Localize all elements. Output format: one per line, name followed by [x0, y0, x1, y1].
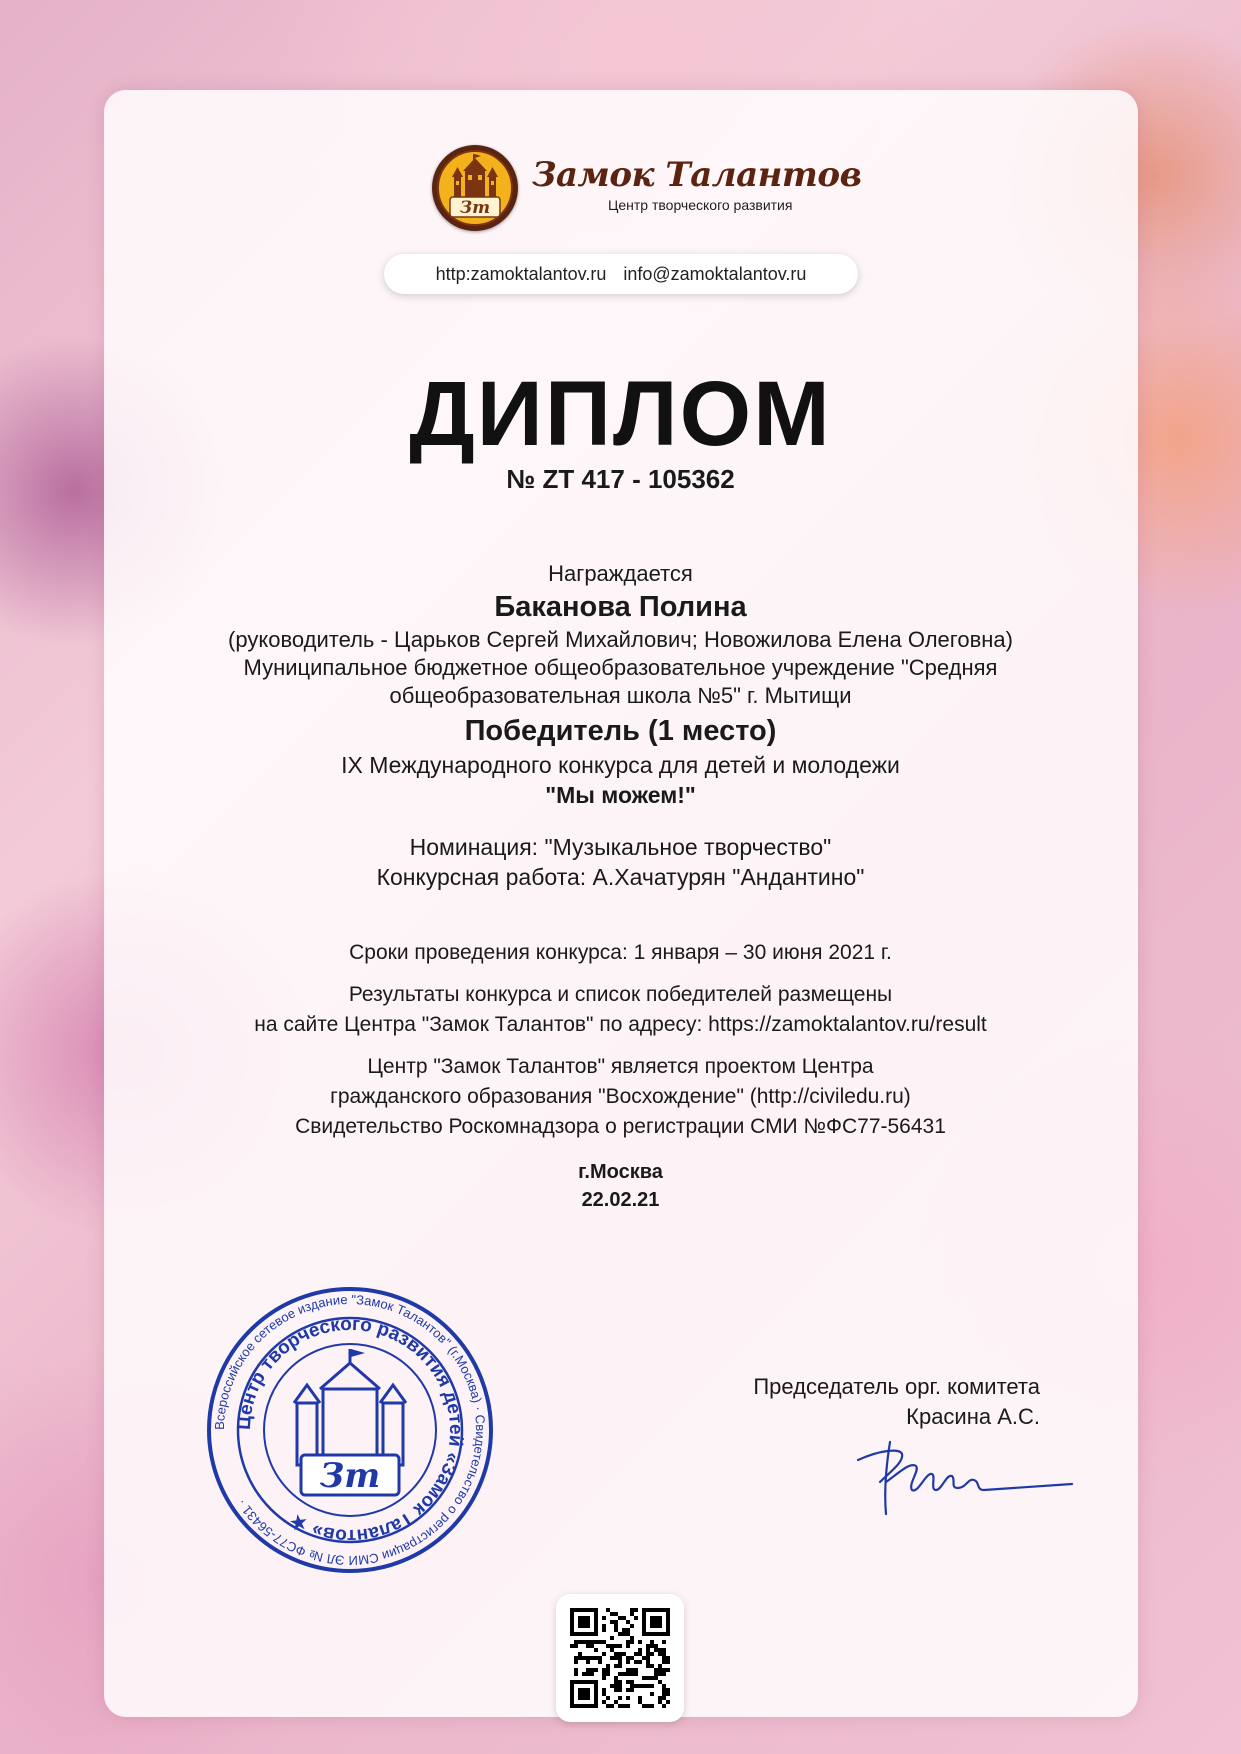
official-stamp	[205, 1285, 495, 1575]
chair-title: Председатель орг. комитета	[753, 1374, 1040, 1399]
contest-line: IX Международного конкурса для детей и молодежи	[341, 752, 900, 778]
place-title: Победитель (1 место)	[464, 715, 777, 747]
brand-subtitle: Центр творческого развития	[608, 197, 793, 213]
project-line-2: гражданского образования "Восхождение" (http://civiledu.ru)	[330, 1085, 911, 1108]
project-block	[150, 1052, 1091, 1142]
stamp-seal-icon	[205, 1285, 495, 1575]
qr-code[interactable]	[556, 1594, 684, 1722]
logo	[432, 145, 862, 235]
signature-icon	[850, 1432, 1080, 1522]
nomination-line: Номинация: "Музыкальное творчество"	[409, 834, 832, 860]
supervisor-line: (руководитель - Царьков Сергей Михайлович; Новожилова Елена Олеговна)	[228, 627, 1013, 652]
contact-bar	[384, 254, 858, 294]
chair-name: Красина А.С.	[906, 1404, 1040, 1429]
diploma-title: ДИПЛОМ	[409, 363, 832, 465]
institution-line-2: общеобразовательная школа №5" г. Мытищи	[389, 683, 852, 708]
contest-name: "Мы можем!"	[545, 782, 696, 808]
issue-date: 22.02.21	[581, 1189, 660, 1211]
stamp-outer-text: Всероссийское сетевое издание "Замок Талантов" (г.Москва) · Свидетельство о регистрации СМИ ЭЛ № ФС77-56431 ·	[211, 1291, 489, 1569]
institution-line-1: Муниципальное бюджетное общеобразовательное учреждение "Средняя	[243, 655, 998, 680]
work-line: Конкурсная работа: А.Хачатурян "Андантино"	[376, 864, 865, 890]
results-block	[150, 980, 1091, 1040]
city: г.Москва	[578, 1161, 663, 1183]
chair-block	[700, 1372, 1040, 1432]
recipient-name: Баканова Полина	[494, 591, 747, 623]
website-link[interactable]: http:zamoktalantov.ru	[435, 264, 607, 284]
dates-line: Сроки проведения конкурса: 1 января – 30 июня 2021 г.	[349, 941, 892, 964]
brand-name: Замок Талантов	[532, 155, 862, 195]
castle-emblem-icon	[432, 145, 518, 231]
email-link[interactable]: info@zamoktalantov.ru	[623, 264, 807, 284]
results-line-1: Результаты конкурса и список победителей размещены	[348, 983, 893, 1006]
emblem-letters: Зт	[459, 198, 491, 218]
stamp-inner-text: Центр творческого развития детей «Замок Талантов» ★	[233, 1313, 467, 1547]
diploma-number: № ZT 417 - 105362	[506, 464, 735, 494]
qr-code-icon	[570, 1608, 670, 1708]
award-body	[200, 560, 1041, 892]
project-line-3: Свидетельство Роскомнадзора о регистрации СМИ №ФС77-56431	[295, 1115, 946, 1138]
city-date-block	[0, 1158, 1241, 1214]
stamp-emblem-letters: Зт	[319, 1456, 381, 1496]
project-line-1: Центр "Замок Талантов" является проектом Центра	[367, 1055, 874, 1078]
awarded-label: Награждается	[548, 561, 693, 586]
results-line-2: на сайте Центра "Замок Талантов" по адресу: https://zamoktalantov.ru/result	[254, 1013, 987, 1036]
